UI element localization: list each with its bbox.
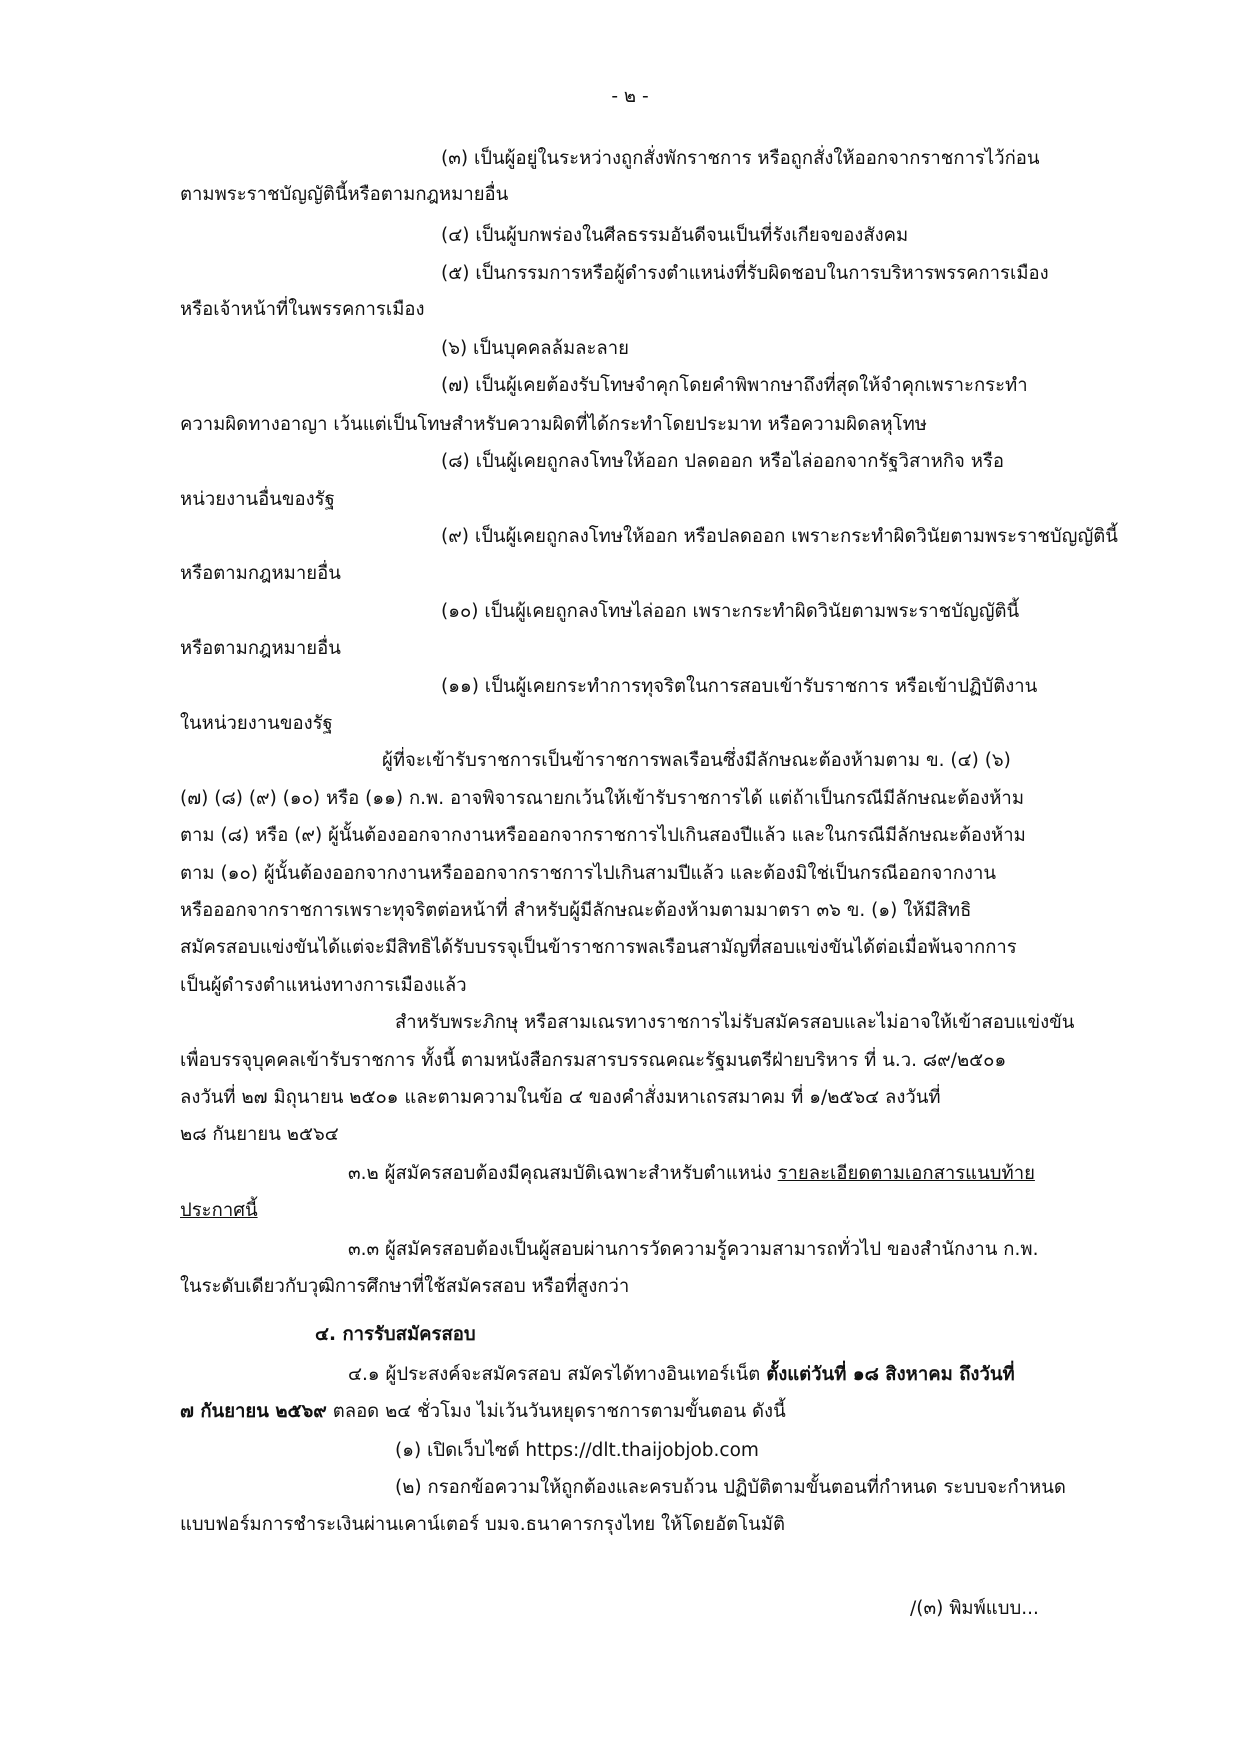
clause-5: (๕) เป็นกรรมการหรือผู้ดำรงตำแหน่งที่รับผิดชอบในการบริหารพรรคการเมือง bbox=[441, 263, 1049, 284]
exemption-para-line-2: (๗) (๘) (๙) (๑๐) หรือ (๑๑) ก.พ. อาจพิจารณายกเว้นให้เข้ารับราชการได้ แต่ถ้าเป็นกรณีมีลักษณะต้องห้าม bbox=[180, 788, 1025, 809]
clause-5-cont: หรือเจ้าหน้าที่ในพรรคการเมือง bbox=[180, 299, 425, 320]
monk-para-line-4: ๒๘ กันยายน ๒๕๖๔ bbox=[180, 1124, 339, 1145]
clause-11-cont: ในหน่วยงานของรัฐ bbox=[180, 713, 333, 734]
item-3-2-cont: ประกาศนี้ bbox=[180, 1200, 258, 1221]
step-2: (๒) กรอกข้อความให้ถูกต้องและครบถ้วน ปฏิบัติตามขั้นตอนที่กำหนด ระบบจะกำหนด bbox=[395, 1477, 1066, 1498]
monk-para-line-1: สำหรับพระภิกษุ หรือสามเณรทางราชการไม่รับสมัครสอบและไม่อาจให้เข้าสอบแข่งขัน bbox=[395, 1012, 1075, 1033]
page-number: - ๒ - bbox=[611, 86, 649, 107]
item-3-3: ๓.๓ ผู้สมัครสอบต้องเป็นผู้สอบผ่านการวัดความรู้ความสามารถทั่วไป ของสำนักงาน ก.พ. bbox=[348, 1239, 1039, 1260]
clause-7-cont: ความผิดทางอาญา เว้นแต่เป็นโทษสำหรับความผิดที่ได้กระทำโดยประมาท หรือความผิดลหุโทษ bbox=[180, 414, 927, 435]
exemption-para-line-5: หรือออกจากราชการเพราะทุจริตต่อหน้าที่ สำหรับผู้มีลักษณะต้องห้ามตามมาตรา ๓๖ ข. (๑) ให้มีสิทธิ bbox=[180, 900, 972, 921]
clause-4: (๔) เป็นผู้บกพร่องในศีลธรรมอันดีจนเป็นที่รังเกียจของสังคม bbox=[441, 225, 909, 246]
item-3-3-cont: ในระดับเดียวกับวุฒิการศึกษาที่ใช้สมัครสอบ หรือที่สูงกว่า bbox=[180, 1276, 630, 1297]
clause-11: (๑๑) เป็นผู้เคยกระทำการทุจริตในการสอบเข้ารับราชการ หรือเข้าปฏิบัติงาน bbox=[441, 676, 1038, 697]
item-4-1 bbox=[348, 1362, 1015, 1388]
item-4-1-bold: ตั้งแต่วันที่ ๑๘ สิงหาคม ถึงวันที่ bbox=[766, 1364, 1015, 1385]
exemption-para-line-4: ตาม (๑๐) ผู้นั้นต้องออกจากงานหรือออกจากราชการไปเกินสามปีแล้ว และต้องมิใช่เป็นกรณีออกจากงาน bbox=[180, 863, 996, 884]
clause-8: (๘) เป็นผู้เคยถูกลงโทษให้ออก ปลดออก หรือไล่ออกจากรัฐวิสาหกิจ หรือ bbox=[441, 451, 1005, 472]
clause-7: (๗) เป็นผู้เคยต้องรับโทษจำคุกโดยคำพิพากษาถึงที่สุดให้จำคุกเพราะกระทำ bbox=[441, 375, 1028, 396]
continued-footer: /(๓) พิมพ์แบบ... bbox=[910, 1598, 1039, 1619]
clause-6: (๖) เป็นบุคคลล้มละลาย bbox=[441, 338, 629, 359]
clause-10: (๑๐) เป็นผู้เคยถูกลงโทษไล่ออก เพราะกระทำผิดวินัยตามพระราชบัญญัตินี้ bbox=[441, 601, 1020, 622]
exemption-para-line-7: เป็นผู้ดำรงตำแหน่งทางการเมืองแล้ว bbox=[180, 975, 467, 996]
clause-3: (๓) เป็นผู้อยู่ในระหว่างถูกสั่งพักราชการ หรือถูกสั่งให้ออกจากราชการไว้ก่อน bbox=[441, 148, 1040, 169]
item-4-1-cont bbox=[180, 1399, 786, 1425]
exemption-para-line-3: ตาม (๘) หรือ (๙) ผู้นั้นต้องออกจากงานหรือออกจากราชการไปเกินสองปีแล้ว และในกรณีมีลักษณะต้องห้าม bbox=[180, 825, 1026, 846]
clause-9: (๙) เป็นผู้เคยถูกลงโทษให้ออก หรือปลดออก เพราะกระทำผิดวินัยตามพระราชบัญญัตินี้ bbox=[441, 526, 1118, 547]
item-3-2-underlined: รายละเอียดตามเอกสารแนบท้าย bbox=[777, 1163, 1035, 1184]
monk-para-line-3: ลงวันที่ ๒๗ มิถุนายน ๒๕๐๑ และตามความในข้อ ๔ ของคำสั่งมหาเถรสมาคม ที่ ๑/๒๕๖๔ ลงวันที่ bbox=[180, 1087, 941, 1108]
clause-3-cont: ตามพระราชบัญญัตินี้หรือตามกฎหมายอื่น bbox=[180, 184, 509, 205]
clause-9-cont: หรือตามกฎหมายอื่น bbox=[180, 563, 341, 584]
item-3-2 bbox=[348, 1161, 1035, 1187]
clause-10-cont: หรือตามกฎหมายอื่น bbox=[180, 638, 341, 659]
item-4-1-cont-bold: ๗ กันยายน ๒๕๖๙ bbox=[180, 1401, 327, 1422]
exemption-para-line-6: สมัครสอบแข่งขันได้แต่จะมีสิทธิได้รับบรรจุเป็นข้าราชการพลเรือนสามัญที่สอบแข่งขันได้ต่อเมื่อพ้นจากการ bbox=[180, 937, 1017, 958]
step-1: (๑) เปิดเว็บไซต์ https://dlt.thaijobjob.com bbox=[395, 1440, 759, 1461]
monk-para-line-2: เพื่อบรรจุบุคคลเข้ารับราชการ ทั้งนี้ ตามหนังสือกรมสารบรรณคณะรัฐมนตรีฝ่ายบริหาร ที่ น.ว. ๘๙/๒๕๐๑ bbox=[180, 1050, 1007, 1071]
clause-8-cont: หน่วยงานอื่นของรัฐ bbox=[180, 489, 335, 510]
item-4-1-text: ๔.๑ ผู้ประสงค์จะสมัครสอบ สมัครได้ทางอินเทอร์เน็ต bbox=[348, 1364, 767, 1385]
item-4-1-cont-text: ตลอด ๒๔ ชั่วโมง ไม่เว้นวันหยุดราชการตามขั้นตอน ดังนี้ bbox=[326, 1401, 786, 1422]
step-2-cont: แบบฟอร์มการชำระเงินผ่านเคาน์เตอร์ บมจ.ธนาคารกรุงไทย ให้โดยอัตโนมัติ bbox=[180, 1514, 785, 1535]
exemption-para-line-1: ผู้ที่จะเข้ารับราชการเป็นข้าราชการพลเรือนซึ่งมีลักษณะต้องห้ามตาม ข. (๔) (๖) bbox=[382, 750, 1011, 771]
item-3-2-text: ๓.๒ ผู้สมัครสอบต้องมีคุณสมบัติเฉพาะสำหรับตำแหน่ง bbox=[348, 1163, 778, 1184]
section-4-heading: ๔. การรับสมัครสอบ bbox=[315, 1324, 476, 1345]
